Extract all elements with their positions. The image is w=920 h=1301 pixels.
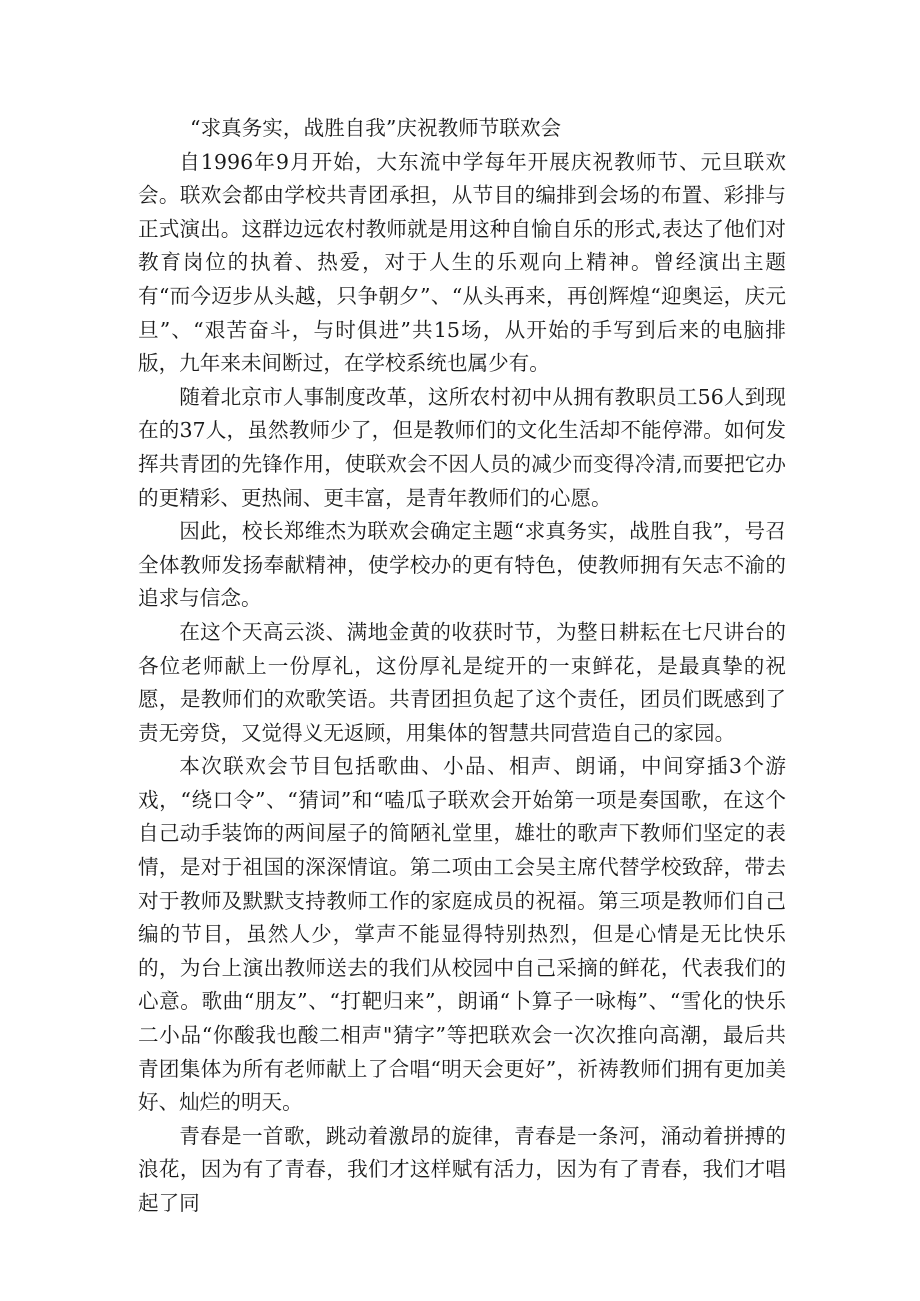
paragraph-harvest: 在这个天高云淡、满地金黄的收获时节，为整日耕耘在七尺讲台的各位老师献上一份厚礼，这份厚礼是绽开的一束鲜花，是最真挚的祝愿，是教师们的欢歌笑语。共青团担负起了这个责任，团员们既感到了责无旁贷，又觉得义无返顾，用集体的智慧共同营造自己的家园。 xyxy=(138,619,786,745)
paragraph-founding: 自1996年9月开始，大东流中学每年开展庆祝教师节、元旦联欢会。联欢会都由学校共青团承担，从节目的编排到会场的布置、彩排与正式演出。这群边远农村教师就是用这种自愉自乐的形式,表达了他们对教育岗位的执着、热爱，对于人生的乐观向上精神。曾经演出主题有“而今迈步从头越，只争朝夕”、“从头再来，再创辉煌“迎奥运，庆元旦”、“艰苦奋斗，与时俱进”共15场，从开始的手写到后来的电脑排版，九年来未间断过，在学校系统也属少有。 xyxy=(138,149,786,376)
paragraph-program: 本次联欢会节目包括歌曲、小品、相声、朗诵，中间穿插3个游戏，“绕口令”、“猜词”和“嗑瓜子联欢会开始第一项是奏国歌，在这个自己动手装饰的两间屋子的简陋礼堂里，雄壮的歌声下教师们坚定的表情，是对于祖国的深深情谊。第二项由工会吴主席代替学校致辞，带去对于教师及默默支持教师工作的家庭成员的祝福。第三项是教师们自己编的节目，虽然人少，掌声不能显得特别热烈，但是心情是无比快乐的，为台上演出教师送去的我们从校园中自己采摘的鲜花，代表我们的心意。歌曲“朋友”、“打靶归来”，朗诵“卜算子一咏梅”、“雪化的快乐二小品“你酸我也酸二相声"猜字”等把联欢会一次次推向高潮，最后共青团集体为所有老师献上了合唱“明天会更好”，祈祷教师们拥有更加美好、灿烂的明天。 xyxy=(138,754,786,1115)
document-title: “求真务实，战胜自我”庆祝教师节联欢会 xyxy=(190,116,562,140)
document-body xyxy=(138,112,786,1221)
paragraph-reform: 随着北京市人事制度改革，这所农村初中从拥有教职员工56人到现在的37人，虽然教师少了，但是教师们的文化生活却不能停滞。如何发挥共青团的先锋作用，使联欢会不因人员的减少而变得冷清,而要把它办的更精彩、更热闹、更丰富，是青年教师们的心愿。 xyxy=(138,384,786,510)
paragraph-youth: 青春是一首歌，跳动着激昂的旋律，青春是一条河，涌动着拼搏的浪花，因为有了青春，我们才这样赋有活力，因为有了青春，我们才唱起了同 xyxy=(138,1123,786,1215)
paragraph-theme: 因此，校长郑维杰为联欢会确定主题“求真务实，战胜自我”，号召全体教师发扬奉献精神，使学校办的更有特色，使教师拥有矢志不渝的追求与信念。 xyxy=(138,519,786,611)
